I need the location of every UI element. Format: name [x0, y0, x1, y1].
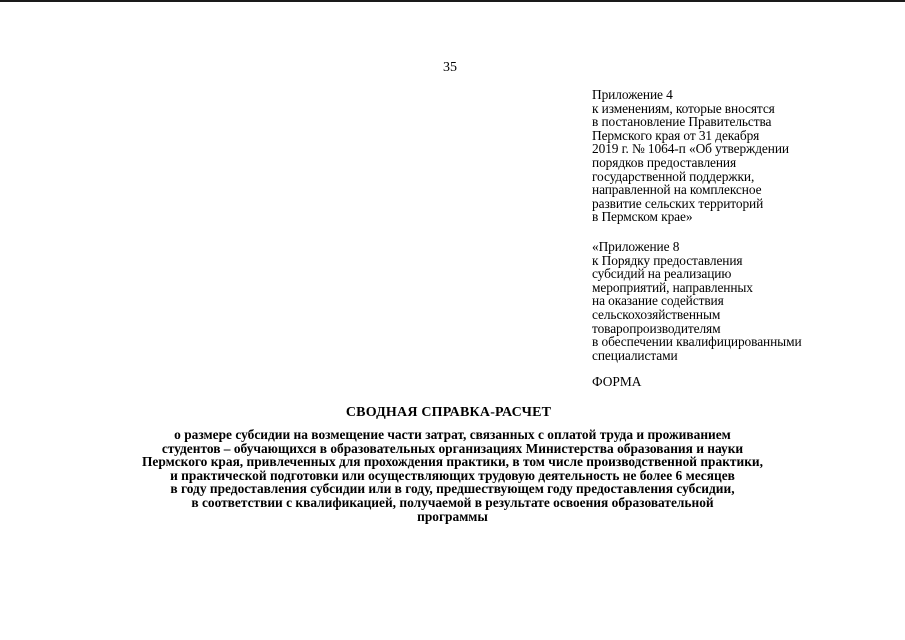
scan-edge-line [0, 0, 905, 2]
annex-4-line: в постановление Правительства [592, 114, 772, 130]
document-title-text: СВОДНАЯ СПРАВКА-РАСЧЕТ [345, 405, 552, 420]
annex-4-line: 2019 г. № 1064-п «Об утверждении [592, 141, 789, 157]
annex-8-line: субсидий на реализацию [592, 266, 732, 282]
annex-4-line: направленной на комплексное [592, 182, 762, 198]
subtitle-line: Пермского края, привлеченных для прохождения практики, в том числе производственной практики, [142, 454, 763, 470]
annex-4-header [592, 88, 892, 224]
annex-8-line: товаропроизводителям [592, 320, 721, 336]
form-label: ФОРМА [592, 374, 642, 389]
page-number: 35 [443, 60, 457, 75]
annex-8-line: мероприятий, направленных [592, 279, 753, 295]
annex-8-line: «Приложение 8 [592, 239, 680, 254]
subtitle-line: студентов – обучающихся в образовательных организациях Министерства образования и науки [161, 440, 744, 456]
annex-8-header [592, 240, 892, 362]
annex-4-line: в Пермском крае» [592, 209, 693, 225]
annex-8-line: к Порядку предоставления [592, 252, 743, 268]
annex-4-line: порядков предоставления [592, 154, 737, 170]
annex-4-line: Приложение 4 [592, 87, 673, 102]
annex-8-line: сельскохозяйственным [592, 306, 721, 322]
subtitle-line: и практической подготовки или осуществляющих трудовую деятельность не более 6 месяцев [170, 467, 735, 483]
annex-4-line: государственной поддержки, [592, 168, 755, 184]
subtitle-line: о размере субсидии на возмещение части затрат, связанных с оплатой труда и проживанием [174, 427, 731, 442]
annex-4-line: к изменениям, которые вносятся [592, 100, 775, 116]
subtitle-line: в соответствии с квалификацией, получаемой в результате освоения образовательной [191, 494, 714, 510]
annex-8-line: на оказание содействия [592, 293, 724, 309]
subtitle-line: в году предоставления субсидии или в году, предшествующем году предоставления субсидии, [170, 481, 735, 497]
subtitle-line: программы [417, 508, 488, 524]
annex-8-line: в обеспечении квалифицированными [592, 334, 802, 350]
document-subtitle [0, 428, 905, 523]
annex-4-line: Пермского края от 31 декабря [592, 127, 760, 143]
document-title [0, 405, 905, 421]
annex-4-line: развитие сельских территорий [592, 195, 764, 211]
annex-8-line: специалистами [592, 347, 678, 363]
